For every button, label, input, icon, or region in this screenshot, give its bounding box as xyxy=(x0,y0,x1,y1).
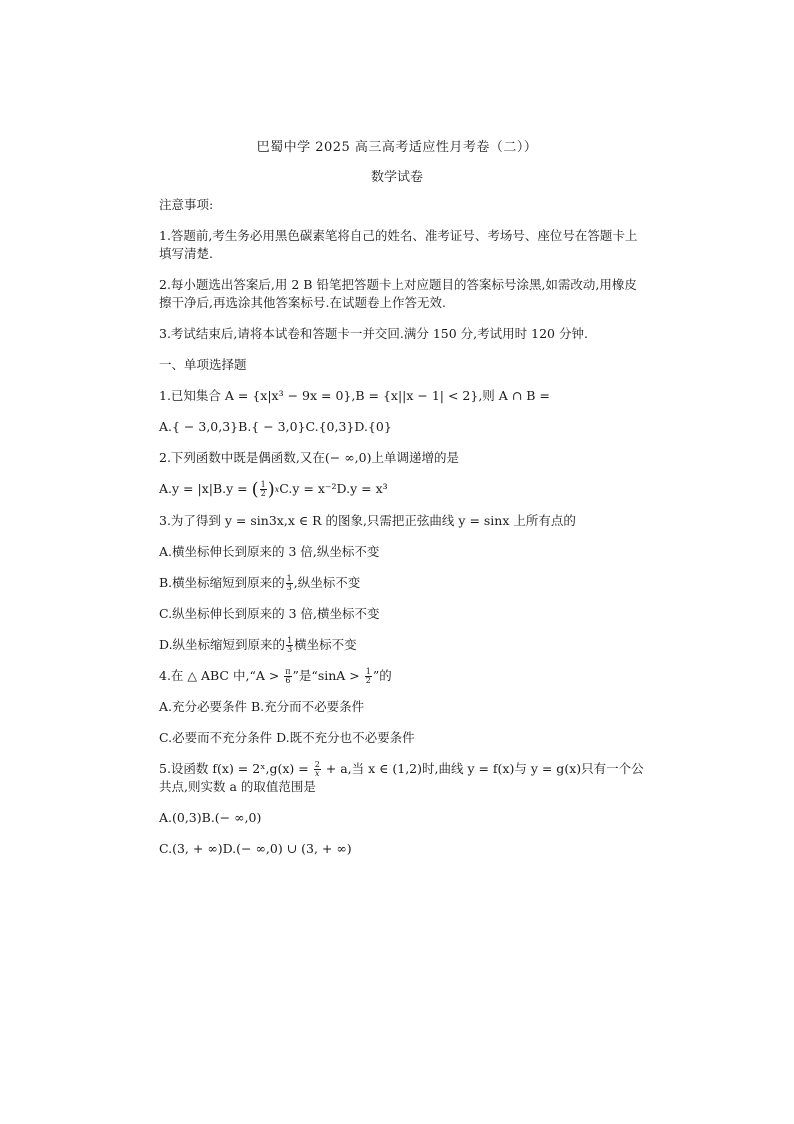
option-b-prefix: B.横坐标缩短到原来的 xyxy=(159,574,285,590)
one-third-fraction xyxy=(286,575,293,592)
stem-part-3: ”的 xyxy=(372,667,392,683)
stem-part-2: ”是“sinA > xyxy=(292,667,364,683)
stem-part-2: + a,当 x ∈ (1,2)时,曲线 y = f(x)与 y = g(x)只有一个公共点,则实数 a 的取值范围是 xyxy=(159,760,644,794)
question-1-stem: 1.已知集合 A = {x|x³ − 9x = 0},B = {x||x − 1| < 2},则 A ∩ B = xyxy=(159,388,550,403)
fraction-numerator: 1 xyxy=(365,666,371,676)
question-5-stem xyxy=(159,760,649,796)
two-over-x-fraction xyxy=(314,761,321,778)
fraction-denominator: 2 xyxy=(365,675,371,685)
fraction-numerator: 1 xyxy=(287,635,293,645)
question-3-option-c: C.纵坐标伸长到原来的 3 倍,横坐标不变 xyxy=(159,605,380,621)
question-5-options-ab: A.(0,3)B.(− ∞,0) xyxy=(159,809,262,825)
fraction-denominator: 3 xyxy=(287,644,293,654)
stem-part-1: 5.设函数 f(x) = 2ˣ,g(x) = xyxy=(159,760,313,776)
question-1-options: A.{ − 3,0,3}B.{ − 3,0}C.{0,3}D.{0} xyxy=(159,419,392,434)
question-2-option-b-prefix: B.y = xyxy=(212,481,252,496)
fraction-denominator: 2 xyxy=(260,489,266,498)
fraction-numerator: π xyxy=(285,666,291,676)
fraction-denominator: 3 xyxy=(286,582,292,592)
exam-body xyxy=(159,196,649,871)
exam-subtitle: 数学试卷 xyxy=(370,170,423,185)
one-third-fraction xyxy=(286,637,293,654)
half-power-expression: ( $\frac{1}{2}$ ) x xyxy=(251,478,280,500)
question-2-options xyxy=(159,480,649,499)
pi-over-six-fraction xyxy=(284,668,291,685)
question-2-stem: 2.下列函数中既是偶函数,又在(− ∞,0)上单调递增的是 xyxy=(159,450,459,465)
option-d-prefix: D.纵坐标缩短到原来的 xyxy=(159,636,286,652)
question-3-option-d xyxy=(159,636,649,654)
question-2-option-a: A.y = |x| xyxy=(159,481,213,496)
one-half-fraction xyxy=(365,668,372,685)
question-3-option-a: A.横坐标伸长到原来的 3 倍,纵坐标不变 xyxy=(159,543,380,559)
note-item-1: 1.答题前,考生务必用黑色碳素笔将自己的姓名、准考证号、考场号、座位号在答题卡上填写清楚. xyxy=(159,228,638,261)
fraction-numerator: 1 xyxy=(286,573,292,583)
question-3-stem: 3.为了得到 y = sin3x,x ∈ R 的图象,只需把正弦曲线 y = sinx 上所有点的 xyxy=(159,512,576,528)
option-d-suffix: 横坐标不变 xyxy=(294,636,357,652)
exam-title: 巴蜀中学 2025 高三高考适应性月考卷（二）） xyxy=(256,140,538,155)
question-4-options-cd: C.必要而不充分条件 D.既不充分也不必要条件 xyxy=(159,729,415,745)
question-3-option-b xyxy=(159,574,649,592)
fraction-denominator: 6 xyxy=(285,675,291,685)
question-5-options-cd: C.(3, + ∞)D.(− ∞,0) ∪ (3, + ∞) xyxy=(159,840,352,856)
notes-heading: 注意事项: xyxy=(159,197,214,212)
stem-part-1: 4.在 △ ABC 中,“A > xyxy=(159,667,284,683)
question-4-options-ab: A.充分必要条件 B.充分而不必要条件 xyxy=(159,698,365,714)
question-2-option-c: C.y = x⁻² xyxy=(279,481,337,496)
note-item-3: 3.考试结束后,请将本试卷和答题卡一并交回.满分 150 分,考试用时 120 分钟. xyxy=(159,326,588,341)
option-b-suffix: ,纵坐标不变 xyxy=(293,574,361,590)
question-4-stem xyxy=(159,667,649,685)
fraction-numerator: 2 xyxy=(314,759,320,769)
question-2-option-d: D.y = x³ xyxy=(336,481,388,496)
fraction-numerator: 1 xyxy=(260,480,266,489)
fraction-denominator: x xyxy=(314,768,320,778)
note-item-2: 2.每小题选出答案后,用 2 B 铅笔把答题卡上对应题目的答案标号涂黑,如需改动,用橡皮擦干净后,再选涂其他答案标号.在试题卷上作答无效. xyxy=(159,277,637,310)
section-heading: 一、单项选择题 xyxy=(159,357,247,372)
